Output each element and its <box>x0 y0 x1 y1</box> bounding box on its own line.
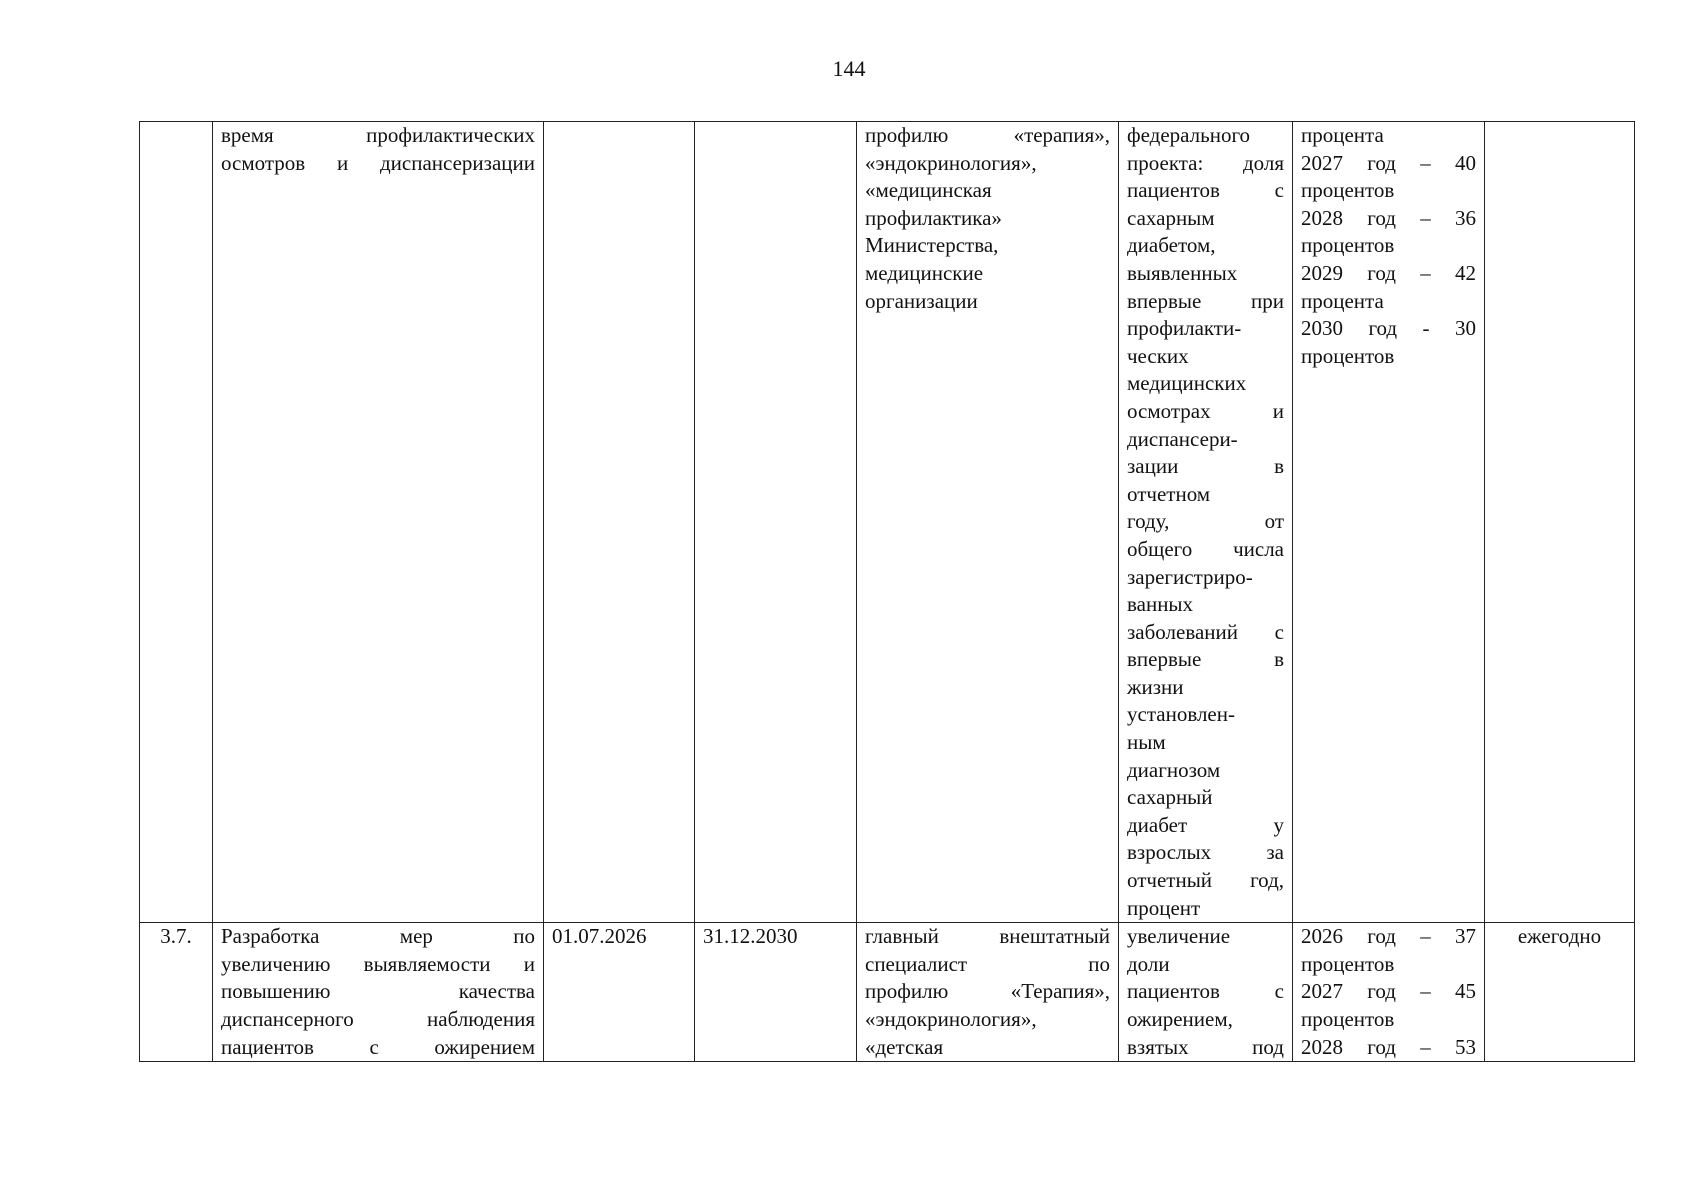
table-row <box>140 122 1635 923</box>
cell-text-line: взрослых за <box>1127 840 1284 865</box>
cell-responsible <box>857 923 1119 1062</box>
cell-text-line: взятых под <box>1127 1034 1284 1059</box>
cell-text-line: зации в <box>1127 454 1284 479</box>
cell-text-line: впервые в <box>1127 647 1284 672</box>
cell-text-line: специалист по <box>865 951 1110 976</box>
cell-text-line: ческих <box>1127 343 1189 368</box>
cell-responsible <box>857 122 1119 923</box>
cell-number: 3.7. <box>140 923 213 1062</box>
table-row <box>140 923 1635 1062</box>
cell-text-line: организации <box>865 288 978 313</box>
cell-text-line: процентов <box>1301 178 1395 203</box>
cell-text-line: медицинских <box>1127 371 1247 396</box>
cell-result <box>1119 122 1293 923</box>
cell-text-line: диагнозом <box>1127 757 1221 782</box>
cell-text-line: Разработка мер по <box>221 924 535 949</box>
page-number: 144 <box>832 56 866 81</box>
cell-text-line: 2028 год – 36 <box>1301 205 1476 230</box>
cell-text-line: пациентов с <box>1127 979 1284 1004</box>
cell-text-line: жизни <box>1127 674 1184 699</box>
cell-text-line: диспансерного наблюдения <box>221 1007 535 1031</box>
cell-target <box>1293 923 1485 1062</box>
cell-text-line: профилю «терапия», <box>865 123 1110 147</box>
cell-frequency <box>1485 122 1635 923</box>
cell-text-line: «детская <box>865 1034 944 1059</box>
cell-text-line: общего числа <box>1127 536 1284 561</box>
cell-text-line: процентов <box>1301 233 1395 258</box>
cell-text-line: Министерства, <box>865 233 999 258</box>
cell-text-line: главный внештатный <box>865 924 1110 949</box>
cell-text-line: процента <box>1301 123 1384 147</box>
cell-text-line: проекта: доля <box>1127 150 1284 175</box>
cell-text-line: время профилактических <box>221 123 535 147</box>
cell-text-line: пациентов с ожирением <box>221 1034 535 1059</box>
cell-text-line: профилю «Терапия», <box>865 979 1110 1004</box>
cell-text-line: процентов <box>1301 951 1395 976</box>
plan-table <box>139 121 1635 1062</box>
cell-text-line: пациентов с <box>1127 178 1284 203</box>
cell-frequency: ежегодно <box>1485 923 1635 1062</box>
cell-text-line: доли <box>1127 951 1170 976</box>
cell-text-line: осмотрах и <box>1127 398 1284 423</box>
cell-text-line: диабетом, <box>1127 233 1216 258</box>
cell-text-line: профилакти- <box>1127 316 1242 341</box>
cell-text-line: 2027 год – 45 <box>1301 979 1476 1004</box>
cell-text-line: диабет у <box>1127 812 1284 837</box>
cell-result <box>1119 923 1293 1062</box>
cell-text-line: осмотров и диспансеризации <box>221 150 535 175</box>
cell-text-line: заболеваний с <box>1127 619 1284 644</box>
cell-text-line: «медицинская <box>865 178 992 203</box>
cell-target <box>1293 122 1485 923</box>
cell-text-line: году, от <box>1127 509 1284 534</box>
cell-text-line: процента <box>1301 288 1384 313</box>
cell-start-date: 01.07.2026 <box>544 923 695 1062</box>
cell-text-line: сахарный <box>1127 785 1213 810</box>
cell-text-line: впервые при <box>1127 288 1284 313</box>
cell-text-line: ожирением, <box>1127 1007 1233 1031</box>
cell-activity <box>213 923 544 1062</box>
cell-text-line: ванных <box>1127 592 1194 617</box>
cell-text-line: 2029 год – 42 <box>1301 260 1476 285</box>
cell-text-line: медицинские <box>865 260 984 285</box>
cell-end-date: 31.12.2030 <box>695 923 857 1062</box>
cell-text-line: 2028 год – 53 <box>1301 1034 1476 1059</box>
cell-text-line: диспансери- <box>1127 426 1238 451</box>
cell-text-line: «эндокринология», <box>865 150 1037 175</box>
cell-text-line: 2027 год – 40 <box>1301 150 1476 175</box>
cell-text-line: процент <box>1127 895 1201 920</box>
cell-text-line: отчетном <box>1127 481 1211 506</box>
cell-text-line: увеличению выявляемости и <box>221 951 535 976</box>
cell-text-line: «эндокринология», <box>865 1007 1037 1031</box>
cell-text-line: повышению качества <box>221 979 535 1004</box>
cell-text-line: установлен- <box>1127 702 1235 727</box>
cell-end-date <box>695 122 857 923</box>
cell-text-line: отчетный год, <box>1127 868 1284 893</box>
cell-text-line: зарегистриро- <box>1127 564 1253 589</box>
cell-start-date <box>544 122 695 923</box>
cell-text-line: процентов <box>1301 1007 1395 1031</box>
cell-text-line: федерального <box>1127 123 1251 147</box>
cell-text-line: ным <box>1127 730 1166 755</box>
cell-text-line: выявленных <box>1127 260 1238 285</box>
cell-number <box>140 122 213 923</box>
cell-text-line: сахарным <box>1127 205 1215 230</box>
cell-text-line: 2026 год – 37 <box>1301 924 1476 949</box>
cell-text-line: увеличение <box>1127 924 1231 949</box>
cell-text-line: процентов <box>1301 343 1395 368</box>
cell-activity <box>213 122 544 923</box>
cell-text-line: 2030 год - 30 <box>1301 316 1476 341</box>
cell-text-line: профилактика» <box>865 205 1002 230</box>
